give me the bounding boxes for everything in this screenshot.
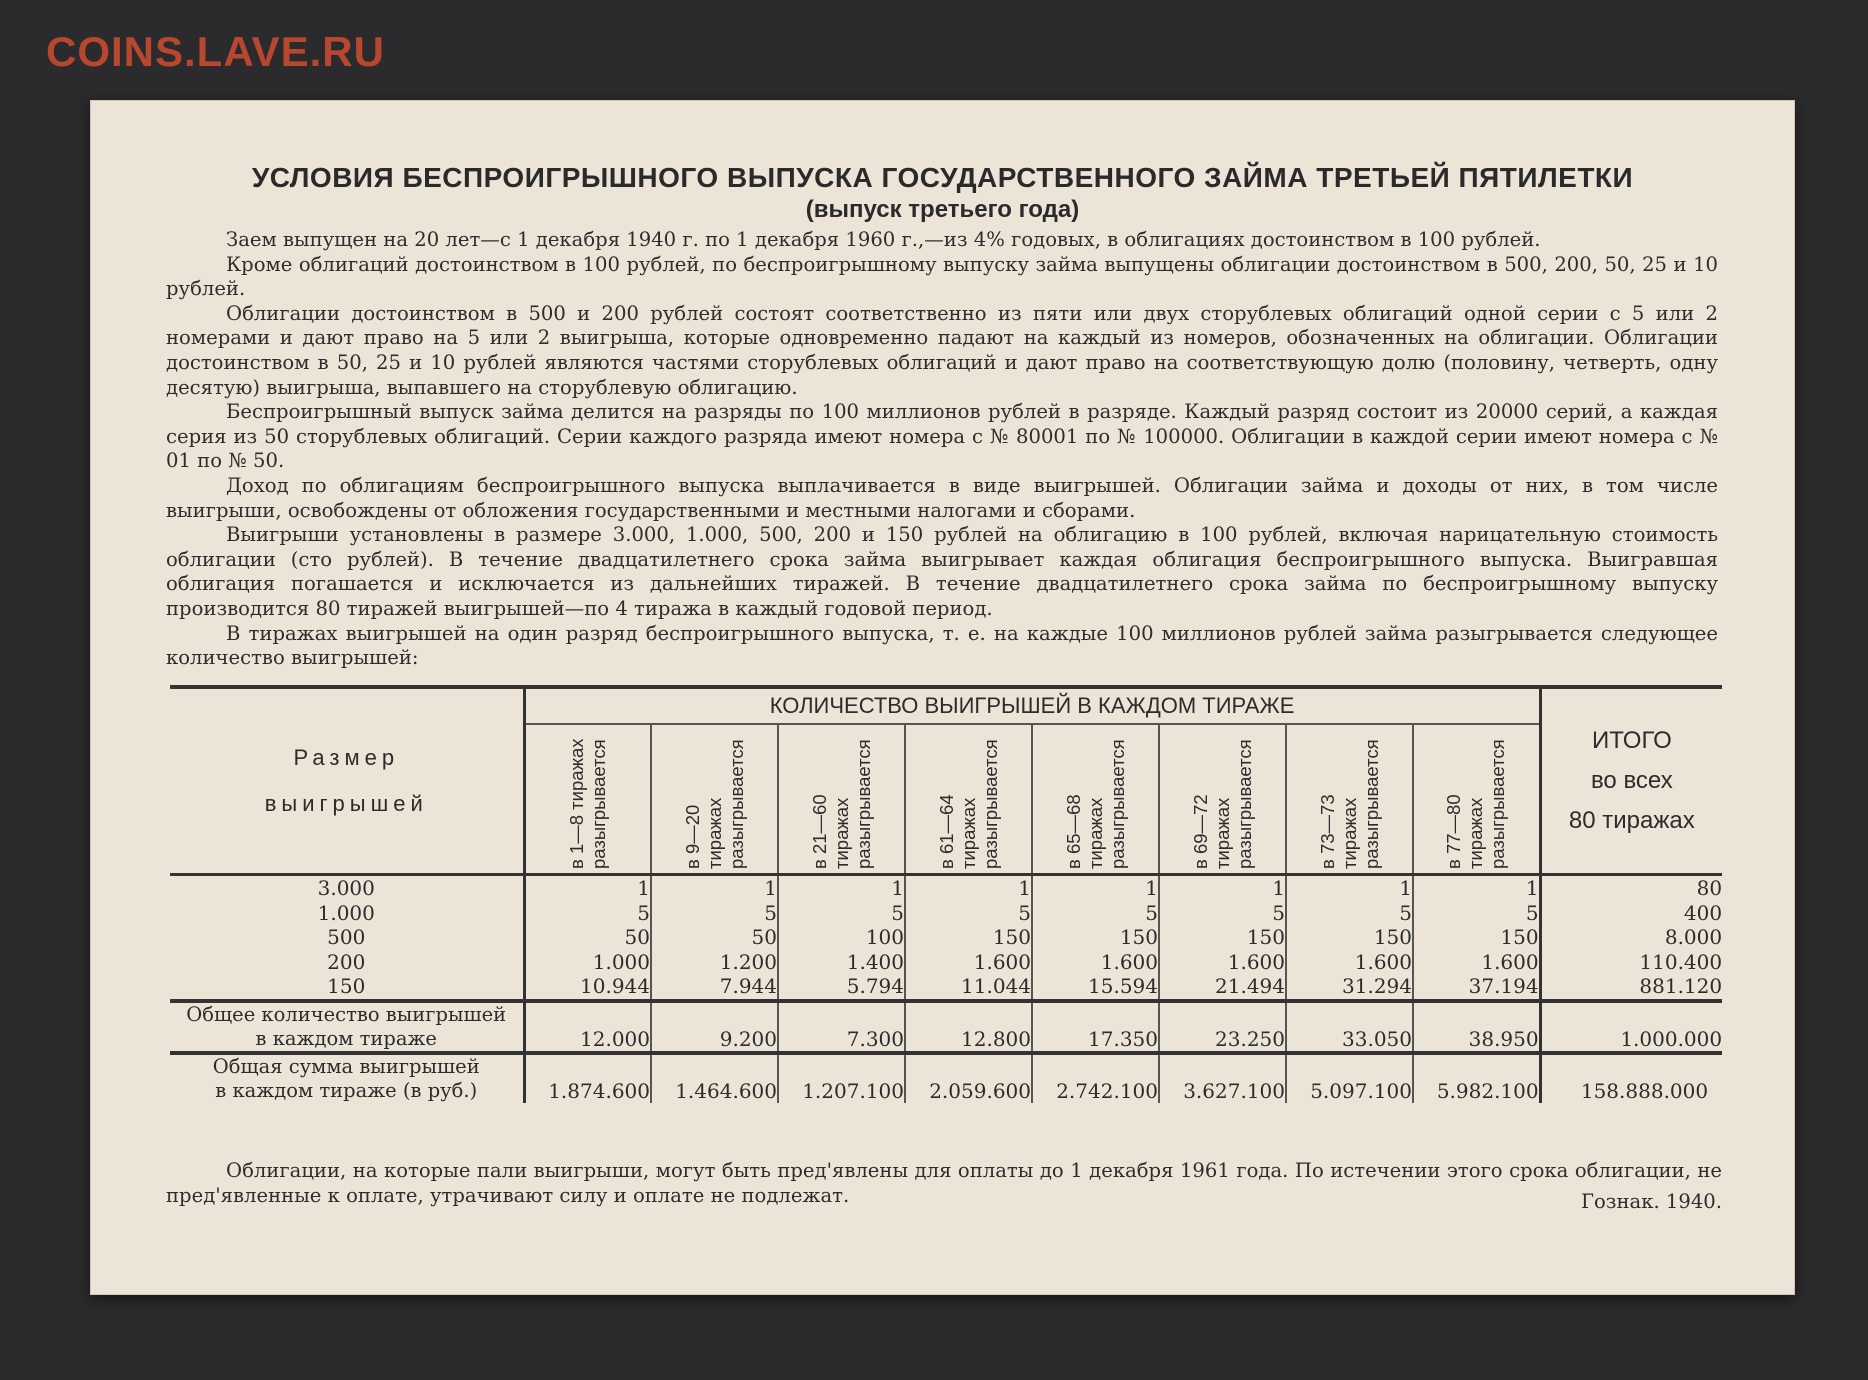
count-cell: 1.600 [1354,949,1412,974]
paragraph: Заем выпущен на 20 лет—с 1 декабря 1940 г. по 1 декабря 1960 г.,—из 4% годовых, в облигациях достоинством в 100 рублей. [226,228,1541,251]
count-cell: 50 [751,925,777,949]
qty-header: КОЛИЧЕСТВО ВЫИГРЫШЕЙ В КАЖДОМ ТИРАЖЕ [524,687,1540,724]
total-sum-cell: 3.627.100 [1159,1053,1286,1103]
total-count-cell: 7.300 [778,1001,905,1053]
total-count-cell: 9.200 [651,1001,778,1053]
count-cell: 100 [865,925,904,949]
total-sum-all: 158.888.000 [1540,1053,1722,1103]
prize-sizes-cell [170,875,524,1001]
count-cell: 150 [1246,925,1285,949]
imprint: Гознак. 1940. [1581,1190,1722,1213]
prize-size: 1.000 [317,900,375,925]
paragraph: Выигрыши установлены в размере 3.000, 1.000, 500, 200 и 150 рублей на облигацию в 100 рублей, включая нарицательную стоимость облигации (сто рублей). В течение двадцатилетнего срока займа выигрывает каждая облигация беспроигрышного выпуска. Выигравшая облигация погашается и исключается из дальнейших тиражей. В течение двадцатилетнего срока займа по беспроигрышному выпуску производится 80 тиражей выигрышей—по 4 тиража в каждый годовой период. [166,523,1718,620]
total-header-line3: 80 тиражах [1568,807,1695,834]
total-count-cell: 12.800 [905,1001,1032,1053]
count-cell: 5 [1018,900,1031,925]
total-count-label-line2: в каждом тираже [255,1026,437,1050]
count-cell: 1.600 [1227,949,1285,974]
count-cell: 1 [764,876,777,900]
total-sum-cell: 5.097.100 [1286,1053,1413,1103]
draw-column-header: в 69—72 тиражах разыгрывается [1159,724,1286,875]
count-column [1032,875,1159,1001]
prize-size-header-line1: Размер [293,745,400,770]
total-sum-label [170,1053,524,1103]
total-count-cell: 38.950 [1413,1001,1540,1053]
total-count-cell: 23.250 [1159,1001,1286,1053]
count-cell: 1.200 [719,949,777,974]
total-cell: 400 [1683,900,1723,925]
watermark-text: COINS.LAVE.RU [46,28,385,75]
paragraph: Кроме облигаций достоинством в 100 рублей, по беспроигрышному выпуску займа выпущены облигации достоинством в 500, 200, 50, 25 и 10 рублей. [166,252,1718,301]
count-column [778,875,905,1001]
total-sum-cell: 2.742.100 [1032,1053,1159,1103]
document-title: УСЛОВИЯ БЕСПРОИГРЫШНОГО ВЫПУСКА ГОСУДАРСТВЕННОГО ЗАЙМА ТРЕТЬЕЙ ПЯТИЛЕТКИ [251,162,1634,193]
count-cell: 1 [1018,876,1031,900]
total-sum-label-line2: в каждом тираже (в руб.) [215,1078,478,1102]
total-sum-cell: 5.982.100 [1413,1053,1540,1103]
prize-size: 200 [327,949,366,974]
count-cell: 5 [1399,900,1412,925]
count-cell: 1 [1145,876,1158,900]
count-cell: 150 [992,925,1031,949]
count-cell: 1 [637,876,650,900]
draw-column-header: в 1—8 тиражах разыгрывается [524,724,651,875]
draw-column-header: в 65—68 тиражах разыгрывается [1032,724,1159,875]
count-cell: 1.000 [592,949,650,974]
count-cell: 37.194 [1468,974,1539,998]
count-cell: 1 [1525,876,1539,900]
count-column [1413,875,1540,1001]
count-column [905,875,1032,1001]
total-header [1540,687,1722,875]
count-cell: 150 [1500,925,1539,949]
paragraph: Беспроигрышный выпуск займа делится на разряды по 100 миллионов рублей в разряде. Каждый разряд состоит из 20000 серий, а каждая серия из 50 сторублевых облигаций. Серии каждого разряда имеют номера с № 80001 по № 100000. Облигации в каждой серии имеют номера с № 01 по № 50. [166,400,1718,473]
count-cell: 150 [1119,925,1158,949]
count-cell: 1.600 [973,949,1031,974]
paragraph: В тиражах выигрышей на один разряд беспроигрышного выпуска, т. е. на каждые 100 миллионов рублей займа разыгрывается следующее количество выигрышей: [166,621,1718,670]
total-header-line2: во всех [1590,767,1673,794]
total-sum-cell: 1.464.600 [651,1053,778,1103]
count-cell: 15.594 [1088,974,1158,998]
total-count-cell: 12.000 [524,1001,651,1053]
count-column [651,875,778,1001]
bond-document [90,100,1795,1295]
total-count-all: 1.000.000 [1540,1001,1722,1053]
count-cell: 150 [1373,925,1412,949]
count-cell: 5 [1272,900,1285,925]
count-column [1286,875,1413,1001]
total-sum-cell: 2.059.600 [905,1053,1032,1103]
total-sum-label-line1: Общая сумма выигрышей [212,1054,480,1078]
prize-size-header [170,687,524,875]
total-cell: 881.120 [1639,974,1723,998]
prize-table [170,685,1722,1103]
count-cell: 5 [891,900,904,925]
total-count-cell: 33.050 [1286,1001,1413,1053]
total-cell: 110.400 [1639,949,1723,974]
total-cell: 8.000 [1664,925,1723,949]
count-cell: 5 [1525,900,1539,925]
count-cell: 50 [624,925,650,949]
draw-column-header: в 21—60 тиражах разыгрывается [778,724,905,875]
paragraph: Доход по облигациям беспроигрышного выпуска выплачивается в виде выигрышей. Облигации займа и доходы от них, в том числе выигрыши, освобождены от обложения государственными и местными налогами и сборами. [166,473,1718,522]
count-cell: 5 [637,900,650,925]
draw-column-header: в 9—20 тиражах разыгрывается [651,724,778,875]
count-cell: 10.944 [580,974,650,998]
prize-size: 500 [327,925,366,949]
total-header-line1: ИТОГО [1591,727,1672,754]
count-column [524,875,651,1001]
draw-column-header: в 61—64 тиражах разыгрывается [905,724,1032,875]
count-cell: 11.044 [961,974,1031,998]
footer-text [166,1158,1722,1208]
count-cell: 5 [1145,900,1158,925]
count-cell: 5 [764,900,777,925]
document-subtitle: (выпуск третьего года) [805,196,1080,223]
count-cell: 1.600 [1100,949,1158,974]
count-cell: 7.944 [719,974,777,998]
count-cell: 21.494 [1215,974,1285,998]
count-column [1159,875,1286,1001]
total-count-label-line1: Общее количество выигрышей [186,1002,507,1026]
total-cell: 80 [1696,876,1723,900]
total-count-label [170,1001,524,1053]
terms-text [166,228,1718,671]
draw-column-header: в 77—80 тиражах разыгрывается [1413,724,1540,875]
total-sum-cell: 1.207.100 [778,1053,905,1103]
prize-size: 150 [327,974,366,998]
draw-column-header: в 73—73 тиражах разыгрывается [1286,724,1413,875]
count-cell: 1.600 [1481,949,1539,974]
total-sum-cell: 1.874.600 [524,1053,651,1103]
count-cell: 5.794 [846,974,904,998]
footer-paragraph: Облигации, на которые пали выигрыши, могут быть пред'явлены для оплаты до 1 декабря 1961 года. По истечении этого срока облигации, не пред'явленные к оплате, утрачивают силу и оплате не подлежат. [166,1159,1722,1207]
count-cell: 1.400 [846,949,904,974]
count-cell: 1 [1272,876,1285,900]
count-cell: 31.294 [1342,974,1412,998]
totals-by-size-column [1540,875,1722,1001]
count-cell: 1 [891,876,904,900]
paragraph: Облигации достоинством в 500 и 200 рублей состоят соответственно из пяти или двух сторублевых облигаций одной серии с 5 или 2 номерами и дают право на 5 или 2 выигрыша, которые одновременно падают на каждый из номеров, обозначенных на облигации. Облигации достоинством в 50, 25 и 10 рублей являются частями сторублевых облигаций и дают право на соответствующую долю (половину, четверть, одну десятую) выигрыша, выпавшего на сторублевую облигацию. [166,301,1718,399]
total-count-cell: 17.350 [1032,1001,1159,1053]
prize-size: 3.000 [317,876,375,900]
prize-size-header-line2: выигрышей [264,791,428,816]
count-cell: 1 [1399,876,1412,900]
